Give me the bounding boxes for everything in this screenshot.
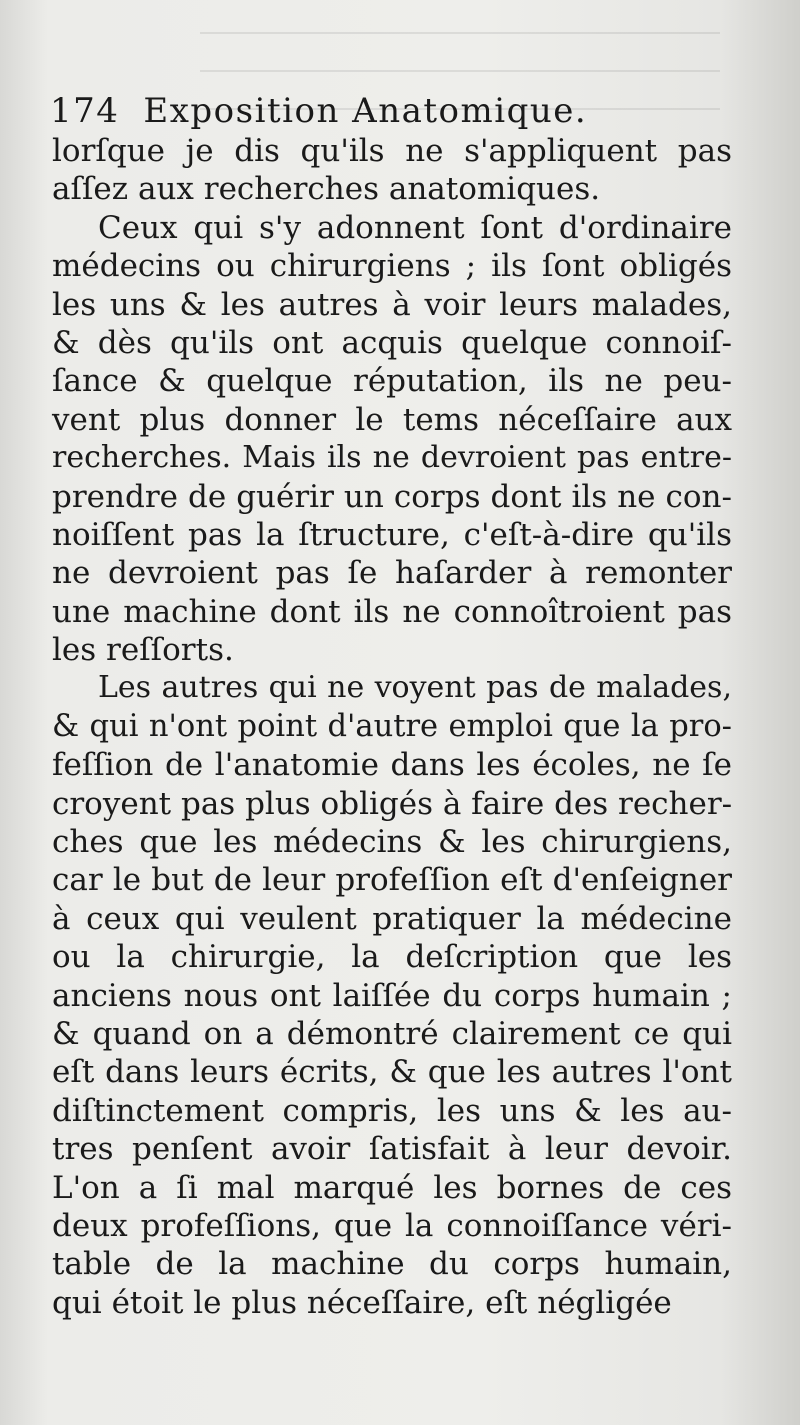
text-line: eſt dans leurs écrits, & que les autres l'ont [52,1054,732,1091]
text-line: & qui n'ont point d'autre emploi que la pro- [52,708,732,744]
text-line: feſſion de l'anatomie dans les écoles, ne ſe [52,747,732,784]
text-line: une machine dont ils ne connoîtroient pas [52,593,732,630]
page-number: 174 [50,91,120,131]
running-header [50,90,750,132]
text-line: recherches. Mais ils ne devroient pas entre- [52,440,732,476]
text-line: lorſque je dis qu'ils ne s'appliquent pas [52,133,732,169]
text-line: les reſſorts. [52,632,234,669]
text-line: Ceux qui s'y adonnent ſont d'ordinaire [98,209,732,246]
text-line: L'on a ſi mal marqué les bornes de ces [52,1169,732,1206]
text-line: prendre de guérir un corps dont ils ne con- [52,478,732,515]
text-line: diſtinctement compris, les uns & les au- [52,1092,732,1129]
text-line: qui étoit le plus néceſſaire, eſt négligée [52,1284,672,1321]
text-line: ou la chirurgie, la deſcription que les [52,939,732,976]
text-line: les uns & les autres à voir leurs malades, [52,286,732,323]
running-title: Exposition Anatomique. [143,91,588,131]
text-line: médecins ou chirurgiens ; ils ſont obligés [52,248,732,285]
text-line: anciens nous ont laiſſée du corps humain ; [52,977,732,1014]
text-line: tres penſent avoir ſatisfait à leur devoir. [52,1131,732,1168]
text-line: ches que les médecins & les chirurgiens, [52,824,732,861]
text-line: Les autres qui ne voyent pas de malades, [98,670,732,706]
text-line: vent plus donner le tems néceſſaire aux [52,401,732,438]
text-line: & quand on a démontré clairement ce qui [52,1015,732,1052]
text-line: & dès qu'ils ont acquis quelque connoiſ- [52,324,732,361]
text-line: ſance & quelque réputation, ils ne peu- [52,363,732,400]
text-line: table de la machine du corps humain, [52,1246,732,1283]
text-line: aſſez aux recherches anatomiques. [52,171,601,208]
text-line: deux profeſſions, que la connoiſſance véri- [52,1207,732,1244]
text-line: car le but de leur profeſſion eſt d'enſeigner [52,862,732,899]
text-line: à ceux qui veulent pratiquer la médecine [52,900,732,937]
text-line: croyent pas plus obligés à faire des recher- [52,785,733,822]
text-line: noiſſent pas la ſtructure, c'eſt-à-dire qu'ils [52,516,732,553]
body-text [52,132,732,1322]
text-line: ne devroient pas ſe haſarder à remonter [52,555,732,592]
